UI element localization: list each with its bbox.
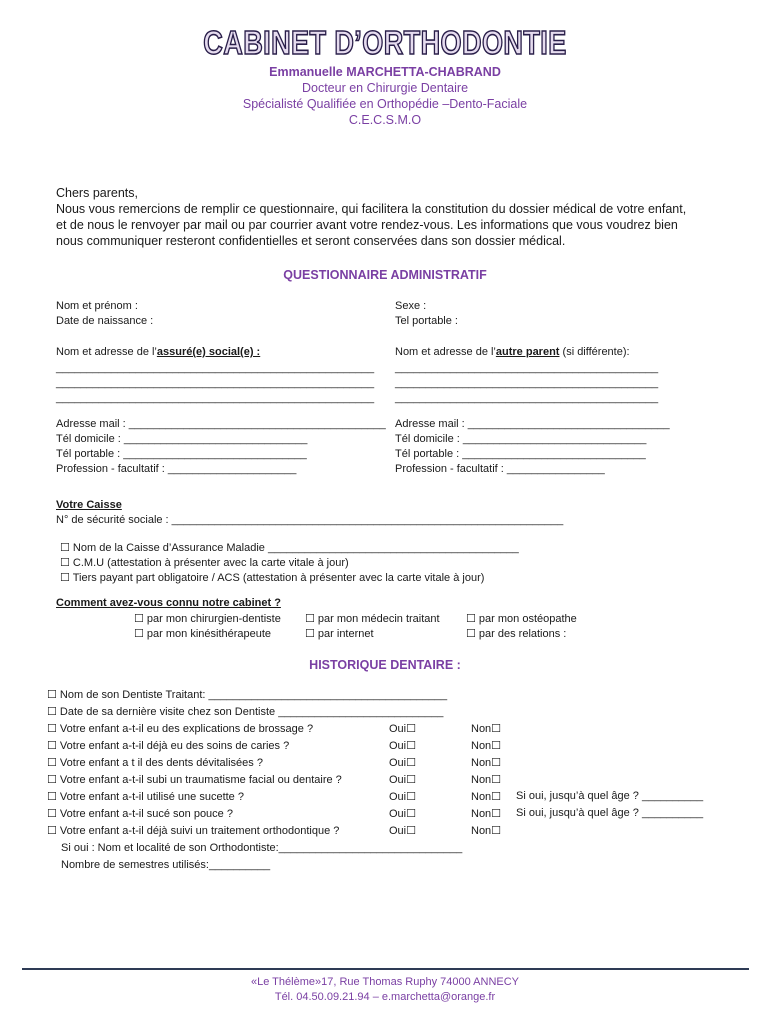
option-osteopathe[interactable]: ☐ par mon ostéopathe bbox=[466, 613, 577, 625]
assure-strong: assuré(e) social(e) : bbox=[156, 346, 261, 358]
autre-tel-domicile-field[interactable]: Tél domicile : ______________________________ bbox=[395, 433, 647, 445]
derniere-visite-field[interactable]: ☐ Date de sa dernière visite chez son Dentiste ___________________________ bbox=[47, 706, 444, 718]
non-checkbox[interactable]: Non☐ bbox=[471, 825, 502, 837]
question-label[interactable]: ☐ Votre enfant a-t-il déjà eu des soins de caries ? bbox=[47, 740, 290, 752]
non-checkbox[interactable]: Non☐ bbox=[471, 808, 502, 820]
caisse-heading: Votre Caisse bbox=[56, 499, 122, 511]
oui-checkbox[interactable]: Oui☐ bbox=[389, 757, 416, 769]
autre-tel-portable-field[interactable]: Tél portable : ______________________________ bbox=[395, 448, 646, 460]
assure-mail-field[interactable]: Adresse mail : __________________________________________ bbox=[56, 418, 386, 430]
practitioner-name: Emmanuelle MARCHETTA-CHABRAND bbox=[269, 65, 501, 79]
non-checkbox[interactable]: Non☐ bbox=[471, 740, 502, 752]
assure-tel-portable-field[interactable]: Tél portable : ______________________________ bbox=[56, 448, 307, 460]
dentiste-traitant-field[interactable]: ☐ Nom de son Dentiste Traitant: _______________________________________ bbox=[47, 689, 448, 701]
intro-paragraph-line-1: Nous vous remercions de remplir ce questionnaire, qui facilitera la constitution du dossier médical de votre enfant, bbox=[56, 202, 687, 216]
non-checkbox[interactable]: Non☐ bbox=[471, 774, 502, 786]
caisse-option-cmu[interactable]: ☐ C.M.U (attestation à présenter avec la carte vitale à jour) bbox=[60, 557, 349, 569]
oui-checkbox[interactable]: Oui☐ bbox=[389, 723, 416, 735]
label-nom-prenom: Nom et prénom : bbox=[56, 300, 138, 312]
label-assure-social bbox=[56, 346, 260, 358]
footer-address: «Le Thélème»17, Rue Thomas Ruphy 74000 ANNECY bbox=[250, 976, 520, 988]
caisse-option-tiers-payant[interactable]: ☐ Tiers payant part obligatoire / ACS (attestation à présenter avec la carte vitale à jour) bbox=[60, 572, 485, 584]
label-tel-portable: Tel portable : bbox=[395, 315, 458, 327]
caisse-option-nom[interactable]: ☐ Nom de la Caisse d’Assurance Maladie _________________________________________ bbox=[60, 542, 519, 554]
autre-prefix: Nom et adresse de l’ bbox=[395, 346, 496, 358]
oui-checkbox[interactable]: Oui☐ bbox=[389, 808, 416, 820]
question-label[interactable]: ☐ Votre enfant a-t-il subi un traumatisme facial ou dentaire ? bbox=[47, 774, 342, 786]
non-checkbox[interactable]: Non☐ bbox=[471, 757, 502, 769]
assure-address-line[interactable]: ____________________________________________________ bbox=[56, 377, 375, 389]
connu-heading: Comment avez-vous connu notre cabinet ? bbox=[56, 597, 281, 609]
option-chirurgien-dentiste[interactable]: ☐ par mon chirurgien-dentiste bbox=[134, 613, 281, 625]
intro-paragraph-line-3: nous communiquer resteront confidentielles et seront conservées dans son dossier médical. bbox=[56, 234, 566, 248]
autre-mail-field[interactable]: Adresse mail : _________________________________ bbox=[395, 418, 670, 430]
oui-checkbox[interactable]: Oui☐ bbox=[389, 791, 416, 803]
assure-address-line[interactable]: ____________________________________________________ bbox=[56, 392, 375, 404]
assure-profession-field[interactable]: Profession - facultatif : _____________________ bbox=[56, 463, 297, 475]
question-label[interactable]: ☐ Votre enfant a-t-il sucé son pouce ? bbox=[47, 808, 233, 820]
option-medecin-traitant[interactable]: ☐ par mon médecin traitant bbox=[305, 613, 440, 625]
autre-suffix: (si différente): bbox=[559, 346, 630, 358]
option-relations[interactable]: ☐ par des relations : bbox=[466, 628, 567, 640]
label-sexe: Sexe : bbox=[395, 300, 427, 312]
label-date-naissance: Date de naissance : bbox=[56, 315, 154, 327]
non-checkbox[interactable]: Non☐ bbox=[471, 723, 502, 735]
footer-contact: Tél. 04.50.09.21.94 – e.marchetta@orange.fr bbox=[274, 991, 496, 1003]
section-heading-administratif: QUESTIONNAIRE ADMINISTRATIF bbox=[283, 268, 487, 282]
header-line-1: Docteur en Chirurgie Dentaire bbox=[301, 81, 469, 95]
age-field[interactable]: Si oui, jusqu’à quel âge ? __________ bbox=[516, 807, 704, 819]
option-kinesitherapeute[interactable]: ☐ par mon kinésithérapeute bbox=[134, 628, 272, 640]
autre-profession-field[interactable]: Profession - facultatif : ________________ bbox=[395, 463, 605, 475]
section-heading-historique: HISTORIQUE DENTAIRE : bbox=[309, 658, 461, 672]
non-checkbox[interactable]: Non☐ bbox=[471, 791, 502, 803]
assure-prefix: Nom et adresse de l’ bbox=[56, 346, 157, 358]
oui-checkbox[interactable]: Oui☐ bbox=[389, 774, 416, 786]
footer-divider bbox=[22, 968, 749, 970]
oui-checkbox[interactable]: Oui☐ bbox=[389, 740, 416, 752]
question-label[interactable]: ☐ Votre enfant a-t-il utilisé une sucette ? bbox=[47, 791, 244, 803]
secu-field[interactable]: N° de sécurité sociale : ________________________________________________________________ bbox=[56, 514, 564, 526]
intro-greeting: Chers parents, bbox=[56, 186, 138, 200]
question-label[interactable]: ☐ Votre enfant a-t-il déjà suivi un traitement orthodontique ? bbox=[47, 825, 340, 837]
oui-checkbox[interactable]: Oui☐ bbox=[389, 825, 416, 837]
autre-address-line[interactable]: ___________________________________________ bbox=[395, 377, 659, 389]
label-autre-parent bbox=[395, 346, 630, 358]
intro-paragraph-line-2: et de nous le renvoyer par mail ou par courrier avant votre rendez-vous. Les informations que vous voudrez bien bbox=[56, 218, 678, 232]
option-internet[interactable]: ☐ par internet bbox=[305, 628, 374, 640]
assure-address-line[interactable]: ____________________________________________________ bbox=[56, 362, 375, 374]
cabinet-title: CABINET D’ORTHODONTIE bbox=[203, 24, 567, 61]
assure-tel-domicile-field[interactable]: Tél domicile : ______________________________ bbox=[56, 433, 308, 445]
header-line-3: C.E.C.S.M.O bbox=[348, 113, 422, 127]
autre-address-line[interactable]: ___________________________________________ bbox=[395, 392, 659, 404]
header-line-2: Spécialisté Qualifiée en Orthopédie –Dento-Faciale bbox=[242, 97, 528, 111]
autre-address-line[interactable]: ___________________________________________ bbox=[395, 362, 659, 374]
orthodontiste-field[interactable]: Si oui : Nom et localité de son Orthodontiste:______________________________ bbox=[61, 842, 463, 854]
question-label[interactable]: ☐ Votre enfant a t il des dents dévitalisées ? bbox=[47, 757, 263, 769]
age-field[interactable]: Si oui, jusqu’à quel âge ? __________ bbox=[516, 790, 704, 802]
semestres-field[interactable]: Nombre de semestres utilisés:__________ bbox=[61, 859, 271, 871]
autre-strong: autre parent bbox=[495, 346, 560, 358]
question-label[interactable]: ☐ Votre enfant a-t-il eu des explications de brossage ? bbox=[47, 723, 314, 735]
